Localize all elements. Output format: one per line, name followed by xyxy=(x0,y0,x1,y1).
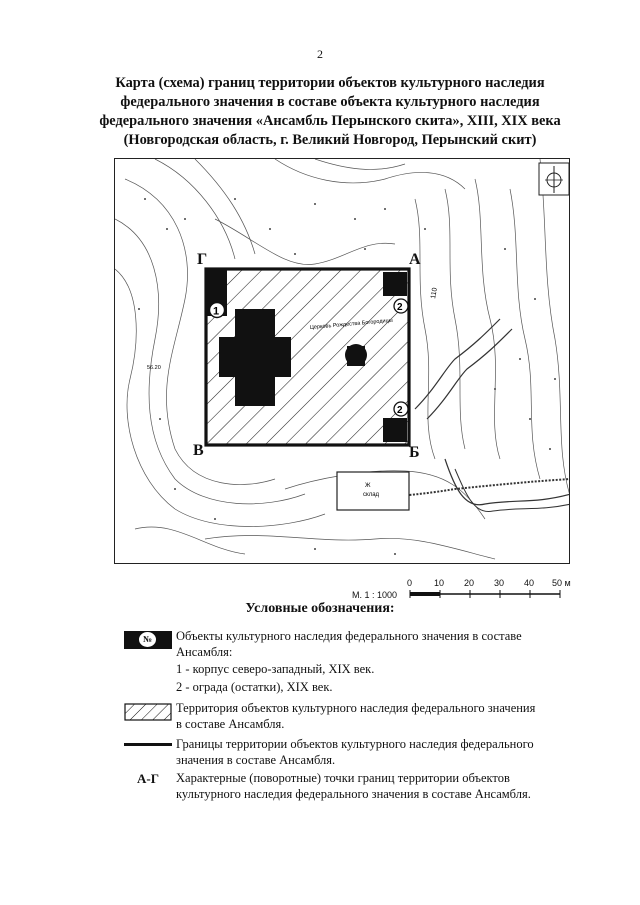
legend-object-desc: Объекты культурного наследия федерального значения в составе Ансамбля: xyxy=(176,629,522,659)
legend-item-territory xyxy=(124,701,544,735)
contour-label: 110 xyxy=(430,287,439,300)
corner-label-g: Г xyxy=(197,251,208,268)
object-2-block-ne xyxy=(383,272,407,296)
north-arrow-icon xyxy=(539,163,569,195)
corner-label-b: Б xyxy=(409,444,420,461)
object-2-block-se xyxy=(383,418,407,442)
spot-height: 56.20 xyxy=(147,365,161,371)
legend-object-item-1: 1 - корпус северо-западный, XIX век. xyxy=(176,662,375,676)
legend-item-objects xyxy=(124,629,544,699)
scale-tick-50: 50 м xyxy=(552,578,571,588)
marker-1-number: 1 xyxy=(213,305,220,318)
scale-tick-10: 10 xyxy=(434,578,445,588)
legend-symbol-territory xyxy=(124,703,172,726)
title-line-3: федерального значения «Ансамбль Перынского скита», XIII, XIX века xyxy=(99,113,561,129)
marker-2-number-se: 2 xyxy=(397,405,403,416)
legend-title: Условные обозначения: xyxy=(245,601,395,616)
storage-building xyxy=(337,472,409,510)
legend-text-territory: Территория объектов культурного наследия федерального значения в составе Ансамбля. xyxy=(176,701,536,731)
corner-label-v: В xyxy=(193,442,204,459)
slope-hatching xyxy=(415,319,570,512)
small-church xyxy=(345,344,367,366)
scale-tick-0: 0 xyxy=(407,578,413,588)
building-caption-2: склад xyxy=(363,492,380,498)
title-line-1: Карта (схема) границ территории объектов культурного наследия xyxy=(115,75,545,91)
building-caption: Ж xyxy=(365,483,371,489)
legend-item-points xyxy=(124,771,544,821)
marker-2-number-ne: 2 xyxy=(397,302,403,313)
map-title xyxy=(80,74,580,150)
legend-text-objects xyxy=(176,629,536,695)
title-line-2: федерального значения в составе объекта культурного наследия xyxy=(120,94,540,110)
page-number: 2 xyxy=(317,47,323,61)
legend-text-points: Характерные (поворотные) точки границ территории объектов культурного наследия федерального значения в составе Ансамбля. xyxy=(176,771,531,801)
legend-symbol-object xyxy=(124,631,172,649)
legend-symbol-boundary xyxy=(124,743,172,746)
church-caption: Церковь Рождества Богородицы xyxy=(309,317,393,331)
map-frame xyxy=(114,158,570,564)
legend-object-item-2: 2 - ограда (остатки), XIX век. xyxy=(176,679,333,694)
title-line-4: (Новгородская область, г. Великий Новгород, Перынский скит) xyxy=(123,132,537,148)
corner-label-a: А xyxy=(409,251,421,268)
scale-tick-20: 20 xyxy=(464,578,475,588)
legend-item-boundary xyxy=(124,737,544,771)
map-canvas xyxy=(115,159,570,564)
legend-text-boundary: Границы территории объектов культурного наследия федерального значения в составе Ансамбля. xyxy=(176,737,534,767)
scale-ratio: М. 1 : 1000 xyxy=(352,590,398,600)
scale-tick-30: 30 xyxy=(494,578,505,588)
legend-symbol-points: А-Г xyxy=(137,771,159,786)
legend-object-number-icon: № xyxy=(139,632,156,647)
scale-tick-40: 40 xyxy=(524,578,535,588)
